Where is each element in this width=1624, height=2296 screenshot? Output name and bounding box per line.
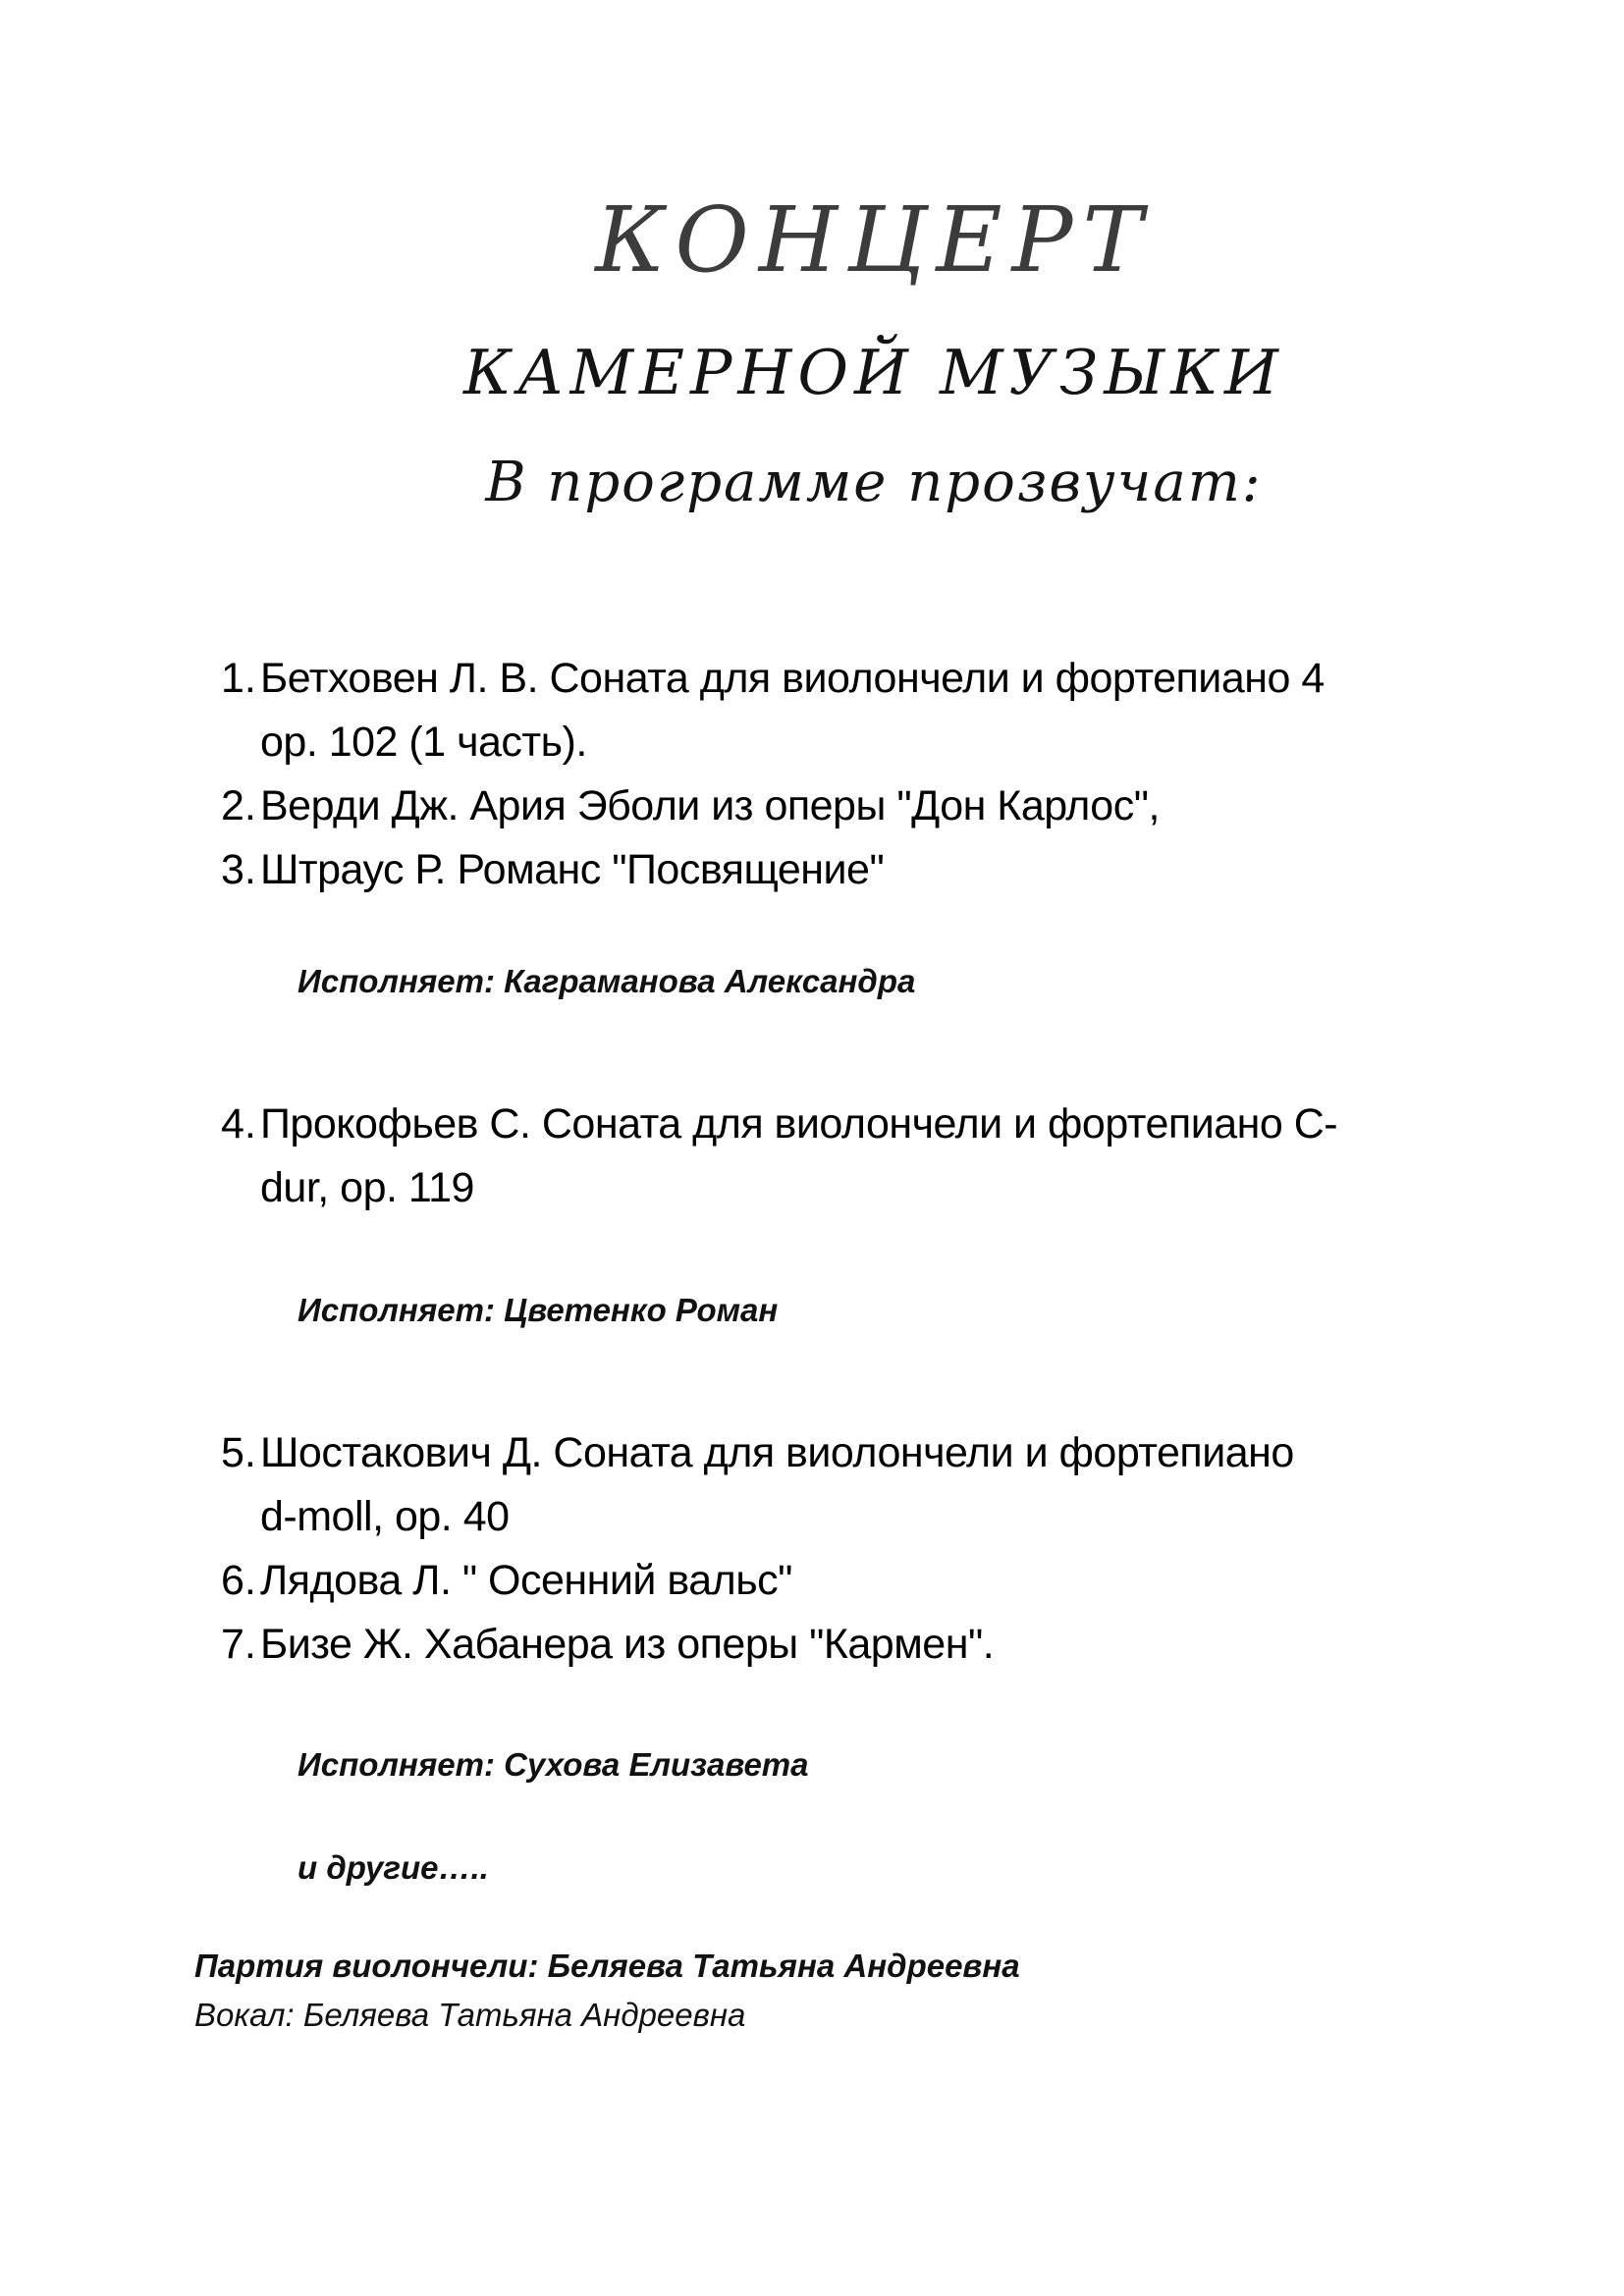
item-number: 4. xyxy=(221,1100,256,1148)
item-line: Лядова Л. " Осенний вальс" xyxy=(260,1557,792,1604)
program-section-3 xyxy=(221,1421,1294,1677)
item-line: ор. 102 (1 часть). xyxy=(260,719,587,766)
performer-note-2: Исполняет: Цветенко Роман xyxy=(298,1292,779,1328)
item-text xyxy=(260,1613,1294,1677)
item-line: Прокофьев С. Соната для виолончели и фортепиано C- xyxy=(260,1100,1338,1148)
program-section-2 xyxy=(221,1093,1337,1220)
credit-vocal: Вокал: Беляева Татьяна Андреевна xyxy=(194,1997,746,2033)
program-section-1 xyxy=(221,647,1325,902)
item-text xyxy=(260,774,1325,838)
performer-note-1: Исполняет: Каграманова Александра xyxy=(298,963,916,999)
item-line: dur, op. 119 xyxy=(260,1164,474,1211)
item-number: 2. xyxy=(221,782,256,829)
item-text xyxy=(260,647,1325,774)
item-line: Бетховен Л. В. Соната для виолончели и фортепиано 4 xyxy=(260,655,1325,702)
concert-title: КОНЦЕРТ xyxy=(595,187,1153,293)
item-number: 5. xyxy=(221,1429,256,1476)
item-line: Верди Дж. Ария Эболи из оперы "Дон Карлос", xyxy=(260,782,1160,829)
item-text xyxy=(260,1093,1337,1220)
item-line: Шостакович Д. Соната для виолончели и фортепиано xyxy=(260,1429,1294,1476)
list-item xyxy=(221,1093,1337,1220)
list-item xyxy=(221,1549,1294,1613)
list-item xyxy=(221,1421,1294,1549)
program-lead: В программе прозвучат: xyxy=(485,451,1263,514)
item-number: 7. xyxy=(221,1621,256,1668)
list-item xyxy=(221,838,1325,902)
credits-block xyxy=(194,1942,1020,2040)
item-line: Бизе Ж. Хабанера из оперы "Кармен". xyxy=(260,1621,995,1668)
list-item xyxy=(221,647,1325,774)
concert-subtitle: КАМЕРНОЙ МУЗЫКИ xyxy=(463,337,1284,408)
others-note: и другие….. xyxy=(298,1849,489,1886)
item-text xyxy=(260,838,1325,902)
list-item xyxy=(221,774,1325,838)
list-item xyxy=(221,1613,1294,1677)
item-text xyxy=(260,1549,1294,1613)
item-number: 6. xyxy=(221,1557,256,1604)
item-line: d-moll, op. 40 xyxy=(260,1493,510,1540)
credit-cello: Партия виолончели: Беляева Татьяна Андреевна xyxy=(194,1948,1020,1984)
item-line: Штраус Р. Романс "Посвящение" xyxy=(260,846,885,893)
item-number: 1. xyxy=(221,655,256,702)
item-text xyxy=(260,1421,1294,1549)
performer-note-3: Исполняет: Сухова Елизавета xyxy=(298,1746,809,1783)
item-number: 3. xyxy=(221,846,256,893)
